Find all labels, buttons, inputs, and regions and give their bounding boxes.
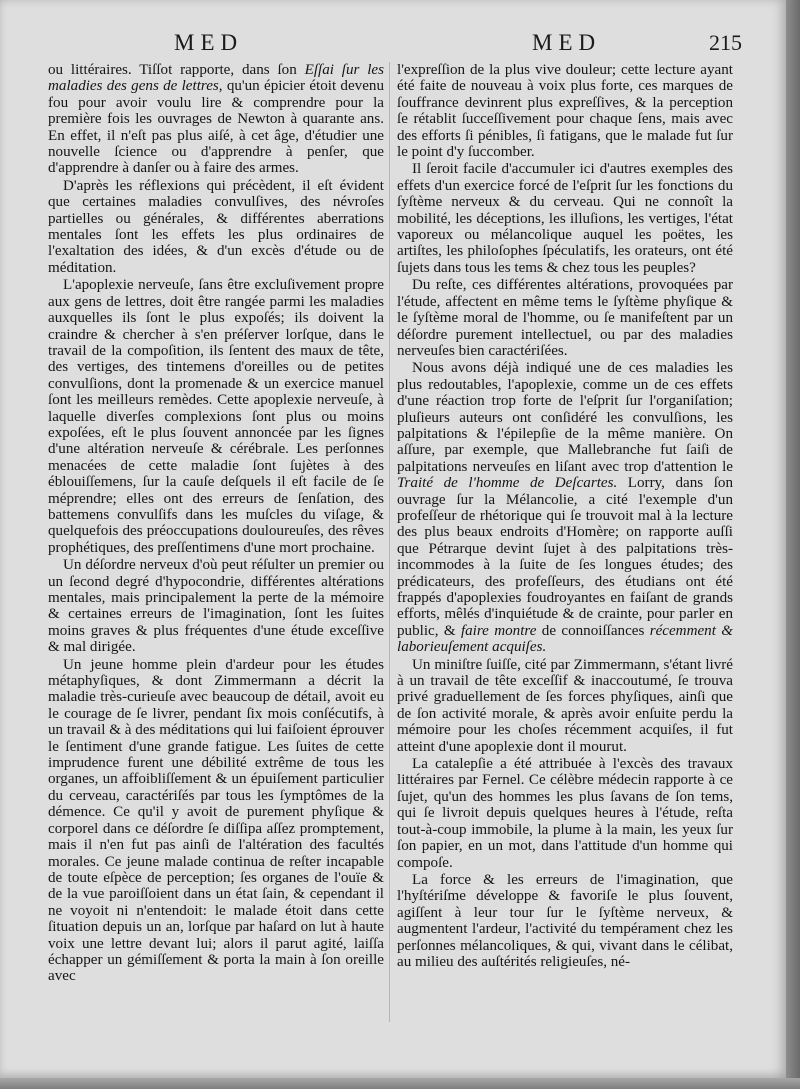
paragraph: l'expreſſion de la plus vive douleur; cette lecture ayant été faite de nouveau à voix plus forte, ces marques de ſouffrance devinrent plus expreſſives, & la perception ſe rétablit ſucceſſivement pour chaque ſens, mais avec des efforts ſi pénibles, ſi fatigans, que le malade fut ſur le point d'y ſuccomber. — [397, 62, 733, 161]
paragraph: Il ſeroit facile d'accumuler ici d'autres exemples des effets d'un exercice forcé de l'eſprit ſur les fonctions du ſyſtème nerveux & du cerveau. Qui ne connoît la mobilité, les déceptions, les illuſions, les vertiges, l'état vaporeux ou mélancolique auquel les poëtes, les artiſtes, les philoſophes ſpéculatifs, les orateurs, ont été ſujets dans tous les tems & chez tous les peuples? — [397, 161, 733, 276]
header-left-word: MED — [174, 30, 244, 55]
page-edge-shadow — [786, 0, 800, 1089]
paragraph: Un miniſtre ſuiſſe, cité par Zimmermann, s'étant livré à un travail de tête exceſſif & inaccoutumé, ſe trouva privé graduellement de ſes forces phyſiques, ainſi que de ſon activité morale, & après avoir enſuite perdu la mémoire pour les choſes récemment acquiſes, il fut atteint d'une apoplexie dont il mourut. — [397, 656, 733, 755]
paragraph: L'apoplexie nerveuſe, ſans être excluſivement propre aux gens de lettres, doit être rangée parmi les maladies auxquelles ils ſont le plus expoſés; ils doivent la craindre & chercher à s'en préſerver lorſque, dans le travail de la compoſition, ils ſentent des maux de tête, des vertiges, des tintemens d'oreilles ou de petites convulſions, dont la promenade & un exercice manuel ſont les meilleurs remèdes. Cette apoplexie nerveuſe, à laquelle diverſes complexions ſont plus ou moins expoſées, eſt le plus ſouvent annoncée par les ſignes d'une altération nerveuſe & cérébrale. Les perſonnes menacées de cette maladie ſont ſujètes à des éblouiſſemens, ſur la cauſe deſquels il eſt facile de ſe méprendre; elles ont des erreurs de ſenſation, des battemens convulſifs dans les muſcles du viſage, & quelquefois des préoccupations douloureuſes, des rêves prophétiques, des preſſentimens d'une mort prochaine. — [48, 277, 384, 556]
header-right-word: MED — [532, 30, 602, 55]
paragraph: Du reſte, ces différentes altérations, provoquées par l'étude, affectent en même tems le ſyſtème phyſique & le ſyſtème moral de l'homme, ou ſe manifeſtent par un déſordre purement intellectuel, ou par des maladies nerveuſes bien caractériſées. — [397, 277, 733, 359]
column-divider — [389, 62, 390, 1022]
page-number: 215 — [709, 30, 742, 55]
paragraph: Un jeune homme plein d'ardeur pour les études métaphyſiques, & dont Zimmermann a décrit la maladie très-curieuſe avec beaucoup de détail, avoit eu le courage de ſe livrer, pendant ſix mois conſécutifs, à un travail & à des méditations qui lui faiſoient éprouver le ſentiment d'une grande fatigue. Les ſuites de cette imprudence furent une débilité extrême de tous les organes, un affoibliſſement & un épuiſement particulier du cerveau, caractériſés par tous les ſymptômes de la démence. Ce qu'il y avoit de purement phyſique & corporel dans ce déſordre ſe diſſipa aſſez promptement, mais il n'en fut pas ainſi de l'altération des facultés morales. Ce jeune malade continua de reſter incapable de toute eſpèce de perception; ſes organes de l'ouïe & de la vue paroiſſoient dans un état ſain, & cependant il ne voyoit ni n'entendoit: le malade étoit dans cette ſituation depuis un an, lorſque par haſard on lut à haute voix une lettre devant lui; alors il parut agité, laiſſa échapper un gémiſſement & porta la main à ſon oreille avec — [48, 656, 384, 985]
paragraph: D'après les réflexions qui précèdent, il eſt évident que certaines maladies convulſives, des névroſes partielles ou générales, & différentes aberrations mentales ſont les effets les plus ordinaires de l'exaltation des idées, & d'un excès d'étude ou de méditation. — [48, 177, 384, 276]
paragraph: La force & les erreurs de l'imagination, que l'hyſtériſme développe & favoriſe le plus ſouvent, agiſſent à leur tour ſur le ſyſtème nerveux, & augmentent l'ardeur, l'activité du tempérament chez les perſonnes mélancoliques, & qui, vivant dans le célibat, au milieu des auſtérités religieuſes, né- — [397, 871, 733, 970]
paragraph: Nous avons déjà indiqué une de ces maladies les plus redoutables, l'apoplexie, comme un de ces effets d'une réaction trop forte de l'eſprit ſur l'organiſation; pluſieurs auteurs ont conſidéré les convulſions, les palpitations & l'épilepſie de la même manière. On aſſure, par exemple, que Mallebranche fut ſaiſi de palpitations nerveuſes en liſant avec trop d'attention le Traité de l'homme de Deſcartes. Lorry, dans ſon ouvrage ſur la Mélancolie, a cité l'exemple d'un profeſſeur de rhétorique qui ſe trouvoit mal à la lecture des plus beaux endroits d'Homère; on rapporte auſſi que Pétrarque devint ſujet à des palpitations très-incommodes à la ſuite de ſes longues études; des prédicateurs, des profeſſeurs, des étudians ont été frappés d'apoplexies foudroyantes en faiſant de grands efforts, mêlés d'inquiétude & de crainte, pour parler en public, & faire montre de connoiſſances récemment & laborieuſement acquiſes. — [397, 360, 733, 656]
paragraph: Un déſordre nerveux d'où peut réſulter un premier ou un ſecond degré d'hypocondrie, différentes altérations mentales, mais principalement la perte de la mémoire & certaines erreurs de l'imagination, ſont les ſuites moins graves & plus fréquentes d'une étude exceſſive & mal dirigée. — [48, 557, 384, 656]
running-header — [52, 30, 742, 60]
page-bottom-shadow — [0, 1078, 800, 1089]
paragraph: ou littéraires. Tiſſot rapporte, dans ſon Eſſai ſur les maladies des gens de lettres, qu'un épicier étoit devenu fou pour avoir voulu lire & comprendre pour la première fois les ouvrages de Newton à quarante ans. En effet, il n'eſt pas plus aiſé, à cet âge, d'étudier une nouvelle ſcience ou d'apprendre à penſer, que d'apprendre à danſer ou à faire des armes. — [48, 62, 385, 177]
left-column — [48, 62, 384, 985]
right-column — [397, 62, 733, 970]
paragraph: La catalepſie a été attribuée à l'excès des travaux littéraires par Fernel. Ce célèbre médecin rapporte à ce ſujet, qu'un des hommes les plus ſavans de ſon tems, qui ſe livroit depuis quelques heures à l'étude, reſta tout-à-coup immobile, la plume à la main, les yeux ſur ſon papier, en un mot, dans l'attitude d'un homme qui compoſe. — [397, 756, 733, 871]
